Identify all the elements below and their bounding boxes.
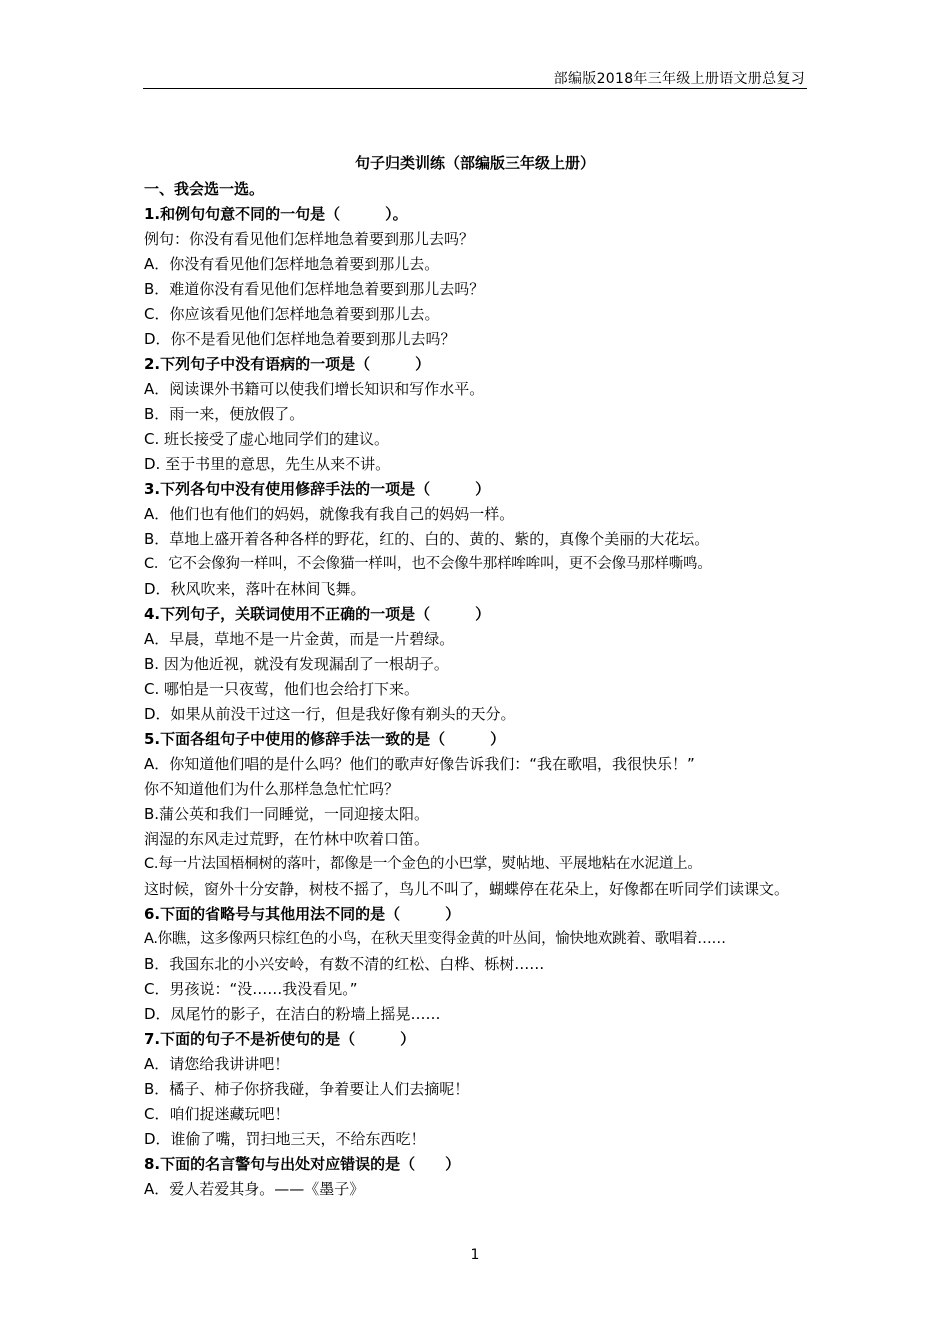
question-6-option-b: B．我国东北的小兴安岭，有数不清的红松、白桦、栎树……	[144, 955, 545, 973]
page-number: 1	[470, 1247, 480, 1263]
section-heading: 一、我会选一选。	[144, 180, 265, 198]
question-1-stem: 1.和例句句意不同的一句是（ ）。	[144, 205, 408, 223]
question-2-option-c: C. 班长接受了虚心地同学们的建议。	[144, 430, 390, 448]
question-4-option-a: A．早晨，草地不是一片金黄，而是一片碧绿。	[144, 630, 455, 648]
question-6-option-c: C．男孩说：“没……我没看见。”	[144, 980, 358, 998]
question-6-stem: 6.下面的省略号与其他用法不同的是（ ）	[144, 905, 461, 923]
question-1-option-b: B．难道你没有看见他们怎样地急着要到那儿去吗？	[144, 280, 485, 298]
question-5-option-a-line-2: 你不知道他们为什么那样急急忙忙吗？	[144, 780, 400, 798]
question-3-option-a: A．他们也有他们的妈妈，就像我有我自己的妈妈一样。	[144, 505, 515, 523]
question-4-option-d: D．如果从前没干过这一行，但是我好像有剃头的天分。	[144, 705, 516, 723]
question-2-option-b: B．雨一来，便放假了。	[144, 405, 305, 423]
question-8-option-a: A．爱人若爱其身。——《墨子》	[144, 1180, 365, 1198]
question-7-option-b: B．橘子、柿子你挤我碰，争着要让人们去摘呢！	[144, 1080, 470, 1098]
header-rule	[143, 88, 807, 89]
question-3-option-d: D．秋风吹来，落叶在林间飞舞。	[144, 580, 366, 598]
question-2-stem: 2.下列句子中没有语病的一项是（ ）	[144, 355, 431, 373]
question-2-option-a: A．阅读课外书籍可以使我们增长知识和写作水平。	[144, 380, 485, 398]
question-7-option-a: A．请您给我讲讲吧！	[144, 1055, 290, 1073]
page-title: 句子归类训练（部编版三年级上册）	[354, 154, 595, 172]
question-5-stem: 5.下面各组句子中使用的修辞手法一致的是（ ）	[144, 730, 506, 748]
question-3-option-c: C．它不会像狗一样叫，不会像猫一样叫，也不会像牛那样哞哞叫，更不会像马那样嘶鸣。	[144, 556, 712, 572]
question-5-option-c-line-1: C.每一片法国梧桐树的落叶，都像是一个金色的小巴掌，熨帖地、平展地粘在水泥道上。	[144, 856, 702, 872]
question-1-option-c: C．你应该看见他们怎样地急着要到那儿去。	[144, 305, 440, 323]
question-5-option-b-line-1: B.蒲公英和我们一同睡觉，一同迎接太阳。	[144, 805, 430, 823]
question-7-stem: 7.下面的句子不是祈使句的是（ ）	[144, 1030, 416, 1048]
question-6-option-a: A.你瞧，这多像两只棕红色的小鸟，在秋天里变得金黄的叶丛间，愉快地欢跳着、歌唱着……	[144, 931, 726, 947]
running-header: 部编版2018年三年级上册语文册总复习	[553, 71, 805, 87]
question-4-stem: 4.下列句子，关联词使用不正确的一项是（ ）	[144, 605, 491, 623]
question-8-stem: 8.下面的名言警句与出处对应错误的是（ ）	[144, 1155, 461, 1173]
question-6-option-d: D．凤尾竹的影子，在洁白的粉墙上摇晃……	[144, 1005, 441, 1023]
question-1-example: 例句：你没有看见他们怎样地急着要到那儿去吗？	[144, 230, 475, 248]
question-3-stem: 3.下列各句中没有使用修辞手法的一项是（ ）	[144, 480, 491, 498]
question-3-option-b: B．草地上盛开着各种各样的野花，红的、白的、黄的、紫的，真像个美丽的大花坛。	[144, 530, 710, 548]
question-2-option-d: D. 至于书里的意思，先生从来不讲。	[144, 455, 391, 473]
question-4-option-c: C. 哪怕是一只夜莺，他们也会给打下来。	[144, 680, 420, 698]
question-1-option-a: A．你没有看见他们怎样地急着要到那儿去。	[144, 255, 440, 273]
question-1-option-d: D．你不是看见他们怎样地急着要到那儿去吗？	[144, 330, 456, 348]
question-5-option-c-line-2: 这时候，窗外十分安静，树枝不摇了，鸟儿不叫了，蝴蝶停在花朵上，好像都在听同学们读课文。	[144, 880, 790, 898]
question-5-option-b-line-2: 润湿的东风走过荒野，在竹林中吹着口笛。	[144, 830, 430, 848]
question-4-option-b: B. 因为他近视，就没有发现漏刮了一根胡子。	[144, 655, 449, 673]
document-body	[144, 177, 808, 1202]
question-5-option-a-line-1: A．你知道他们唱的是什么吗？他们的歌声好像告诉我们：“我在歌唱，我很快乐！”	[144, 755, 695, 773]
question-7-option-d: D．谁偷了嘴，罚扫地三天，不给东西吃！	[144, 1130, 426, 1148]
question-7-option-c: C．咱们捉迷藏玩吧！	[144, 1105, 290, 1123]
